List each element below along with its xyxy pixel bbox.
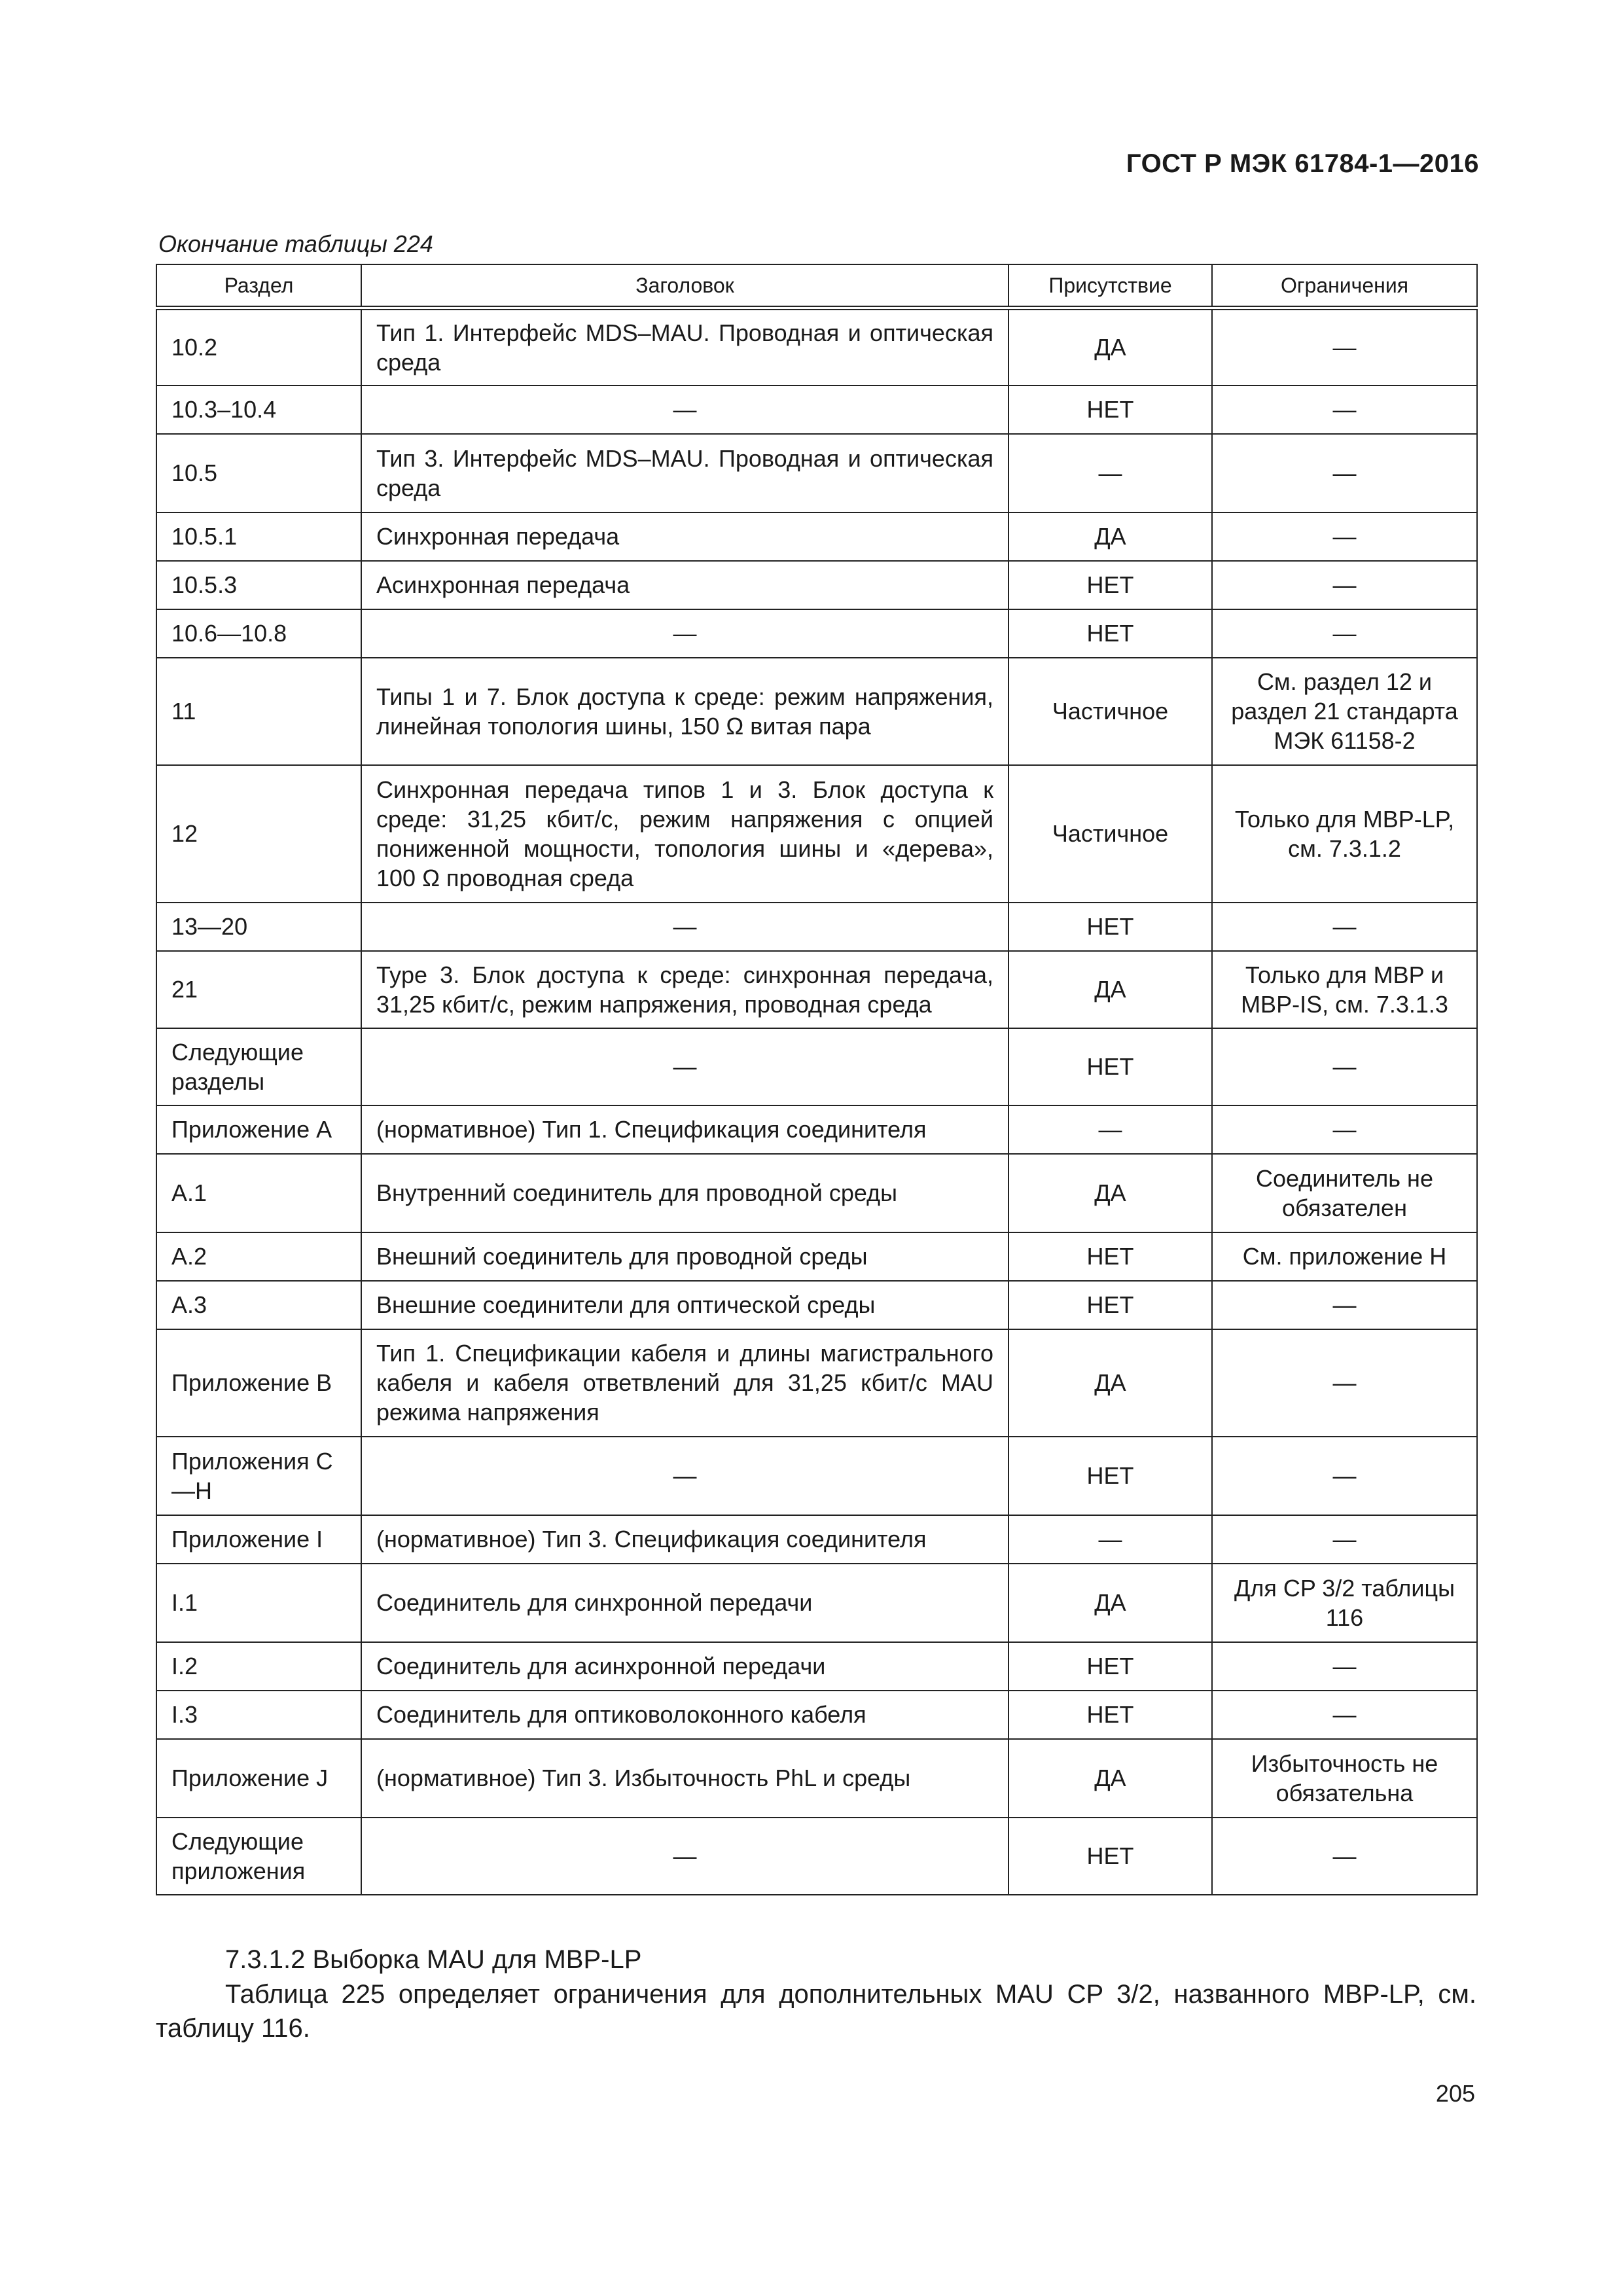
cell-presence: ДА	[1008, 1739, 1212, 1818]
cell-title: Типы 1 и 7. Блок доступа к среде: режим напряжения, линейная топология шины, 150 Ω витая пара	[361, 658, 1008, 765]
cell-limits: —	[1212, 1105, 1477, 1154]
cell-section: I.2	[156, 1642, 361, 1691]
table-row	[156, 903, 1477, 951]
table-row	[156, 1154, 1477, 1232]
cell-section: A.2	[156, 1232, 361, 1281]
cell-limits: —	[1212, 512, 1477, 561]
cell-presence: НЕТ	[1008, 1281, 1212, 1329]
table-row	[156, 1739, 1477, 1818]
cell-presence: —	[1008, 1105, 1212, 1154]
table-row	[156, 1818, 1477, 1895]
cell-limits: Только для MBP-LP, см. 7.3.1.2	[1212, 765, 1477, 903]
cell-limits: —	[1212, 1818, 1477, 1895]
table-row	[156, 1437, 1477, 1515]
cell-title: Синхронная передача	[361, 512, 1008, 561]
cell-presence: ДА	[1008, 512, 1212, 561]
cell-presence: НЕТ	[1008, 903, 1212, 951]
table-row	[156, 1028, 1477, 1105]
cell-limits: Соединитель не обязателен	[1212, 1154, 1477, 1232]
cell-section: 10.3–10.4	[156, 386, 361, 434]
cell-limits: —	[1212, 1691, 1477, 1739]
cell-limits: —	[1212, 1437, 1477, 1515]
cell-section: Следующие приложения	[156, 1818, 361, 1895]
cell-title: —	[361, 1818, 1008, 1895]
cell-presence: ДА	[1008, 1564, 1212, 1642]
cell-section: Приложение B	[156, 1329, 361, 1437]
table-row	[156, 951, 1477, 1028]
cell-presence: ДА	[1008, 308, 1212, 386]
cell-section: 13—20	[156, 903, 361, 951]
cell-title: (нормативное) Тип 3. Спецификация соединителя	[361, 1515, 1008, 1564]
cell-title: —	[361, 609, 1008, 658]
table-row	[156, 434, 1477, 512]
cell-presence: НЕТ	[1008, 1818, 1212, 1895]
cell-title: Тип 3. Интерфейс MDS–MAU. Проводная и оптическая среда	[361, 434, 1008, 512]
cell-section: A.3	[156, 1281, 361, 1329]
cell-title: Соединитель для асинхронной передачи	[361, 1642, 1008, 1691]
cell-section: 10.6—10.8	[156, 609, 361, 658]
subsection-heading: 7.3.1.2 Выборка MAU для MBP-LP	[225, 1945, 642, 1974]
cell-limits: —	[1212, 308, 1477, 386]
cell-limits: —	[1212, 561, 1477, 609]
document-id-header: ГОСТ Р МЭК 61784-1—2016	[1126, 149, 1479, 178]
cell-title: Тип 1. Спецификации кабеля и длины магистрального кабеля и кабеля ответвлений для 31,25 кбит/с MAU режима напряжения	[361, 1329, 1008, 1437]
table-row	[156, 765, 1477, 903]
cell-title: Внутренний соединитель для проводной среды	[361, 1154, 1008, 1232]
column-header-title: Заголовок	[361, 264, 1008, 308]
table-row	[156, 1105, 1477, 1154]
cell-presence: —	[1008, 1515, 1212, 1564]
table-row	[156, 1515, 1477, 1564]
cell-limits: —	[1212, 903, 1477, 951]
cell-section: 10.5.3	[156, 561, 361, 609]
cell-limits: Только для MBP и MBP-IS, см. 7.3.1.3	[1212, 951, 1477, 1028]
cell-limits: —	[1212, 434, 1477, 512]
cell-limits: См. приложение H	[1212, 1232, 1477, 1281]
table-row	[156, 658, 1477, 765]
cell-section: 10.5.1	[156, 512, 361, 561]
cell-section: 10.5	[156, 434, 361, 512]
table-row	[156, 1642, 1477, 1691]
cell-presence: ДА	[1008, 951, 1212, 1028]
cell-section: Приложение I	[156, 1515, 361, 1564]
cell-limits: —	[1212, 1329, 1477, 1437]
cell-section: 21	[156, 951, 361, 1028]
cell-title: —	[361, 903, 1008, 951]
cell-title: —	[361, 1028, 1008, 1105]
cell-section: Приложение A	[156, 1105, 361, 1154]
cell-limits: —	[1212, 1642, 1477, 1691]
table-row	[156, 1281, 1477, 1329]
table-caption: Окончание таблицы 224	[158, 230, 433, 257]
cell-section: Приложения C—H	[156, 1437, 361, 1515]
cell-presence: ДА	[1008, 1329, 1212, 1437]
cell-title: Внешние соединители для оптической среды	[361, 1281, 1008, 1329]
cell-presence: НЕТ	[1008, 1437, 1212, 1515]
column-header-limits: Ограничения	[1212, 264, 1477, 308]
cell-title: —	[361, 1437, 1008, 1515]
cell-section: 10.2	[156, 308, 361, 386]
cell-section: I.3	[156, 1691, 361, 1739]
cell-section: Следующие разделы	[156, 1028, 361, 1105]
cell-presence: —	[1008, 434, 1212, 512]
table-row	[156, 308, 1477, 386]
cell-presence: НЕТ	[1008, 1642, 1212, 1691]
cell-title: Type 3. Блок доступа к среде: синхронная передача, 31,25 кбит/с, режим напряжения, проводная среда	[361, 951, 1008, 1028]
column-header-section: Раздел	[156, 264, 361, 308]
cell-title: Соединитель для оптиковолоконного кабеля	[361, 1691, 1008, 1739]
table-row	[156, 1564, 1477, 1642]
body-paragraph: Таблица 225 определяет ограничения для дополнительных MAU CP 3/2, названного MBP-LP, см. таблицу 116.	[156, 1980, 1476, 2043]
page-number: 205	[1435, 2080, 1475, 2107]
table-body	[156, 308, 1477, 1895]
cell-presence: Частичное	[1008, 658, 1212, 765]
table-row	[156, 512, 1477, 561]
cell-title: (нормативное) Тип 1. Спецификация соединителя	[361, 1105, 1008, 1154]
cell-limits: —	[1212, 1281, 1477, 1329]
cell-limits: —	[1212, 609, 1477, 658]
cell-limits: Для CP 3/2 таблицы 116	[1212, 1564, 1477, 1642]
cell-presence: НЕТ	[1008, 1691, 1212, 1739]
column-header-presence: Присутствие	[1008, 264, 1212, 308]
cell-limits: Избыточность не обязательна	[1212, 1739, 1477, 1818]
table-row	[156, 1232, 1477, 1281]
cell-title: Синхронная передача типов 1 и 3. Блок доступа к среде: 31,25 кбит/с, режим напряжения с опцией пониженной мощности, топология шины и «дерева», 100 Ω проводная среда	[361, 765, 1008, 903]
cell-presence: НЕТ	[1008, 386, 1212, 434]
cell-section: Приложение J	[156, 1739, 361, 1818]
cell-presence: НЕТ	[1008, 561, 1212, 609]
cell-section: A.1	[156, 1154, 361, 1232]
table-row	[156, 1691, 1477, 1739]
cell-title: Соединитель для синхронной передачи	[361, 1564, 1008, 1642]
cell-section: 12	[156, 765, 361, 903]
cell-limits: —	[1212, 1028, 1477, 1105]
table-row	[156, 386, 1477, 434]
cell-title: Тип 1. Интерфейс MDS–MAU. Проводная и оптическая среда	[361, 308, 1008, 386]
cell-limits: —	[1212, 386, 1477, 434]
cell-section: 11	[156, 658, 361, 765]
cell-title: —	[361, 386, 1008, 434]
cell-presence: ДА	[1008, 1154, 1212, 1232]
cell-presence: Частичное	[1008, 765, 1212, 903]
cell-presence: НЕТ	[1008, 1232, 1212, 1281]
requirements-table	[156, 264, 1478, 1895]
table-row	[156, 1329, 1477, 1437]
cell-presence: НЕТ	[1008, 1028, 1212, 1105]
cell-section: I.1	[156, 1564, 361, 1642]
cell-title: (нормативное) Тип 3. Избыточность PhL и среды	[361, 1739, 1008, 1818]
cell-limits: —	[1212, 1515, 1477, 1564]
table-row	[156, 561, 1477, 609]
table-header-row	[156, 264, 1477, 308]
cell-title: Внешний соединитель для проводной среды	[361, 1232, 1008, 1281]
cell-limits: См. раздел 12 и раздел 21 стандарта МЭК 61158-2	[1212, 658, 1477, 765]
cell-presence: НЕТ	[1008, 609, 1212, 658]
cell-title: Асинхронная передача	[361, 561, 1008, 609]
table-row	[156, 609, 1477, 658]
